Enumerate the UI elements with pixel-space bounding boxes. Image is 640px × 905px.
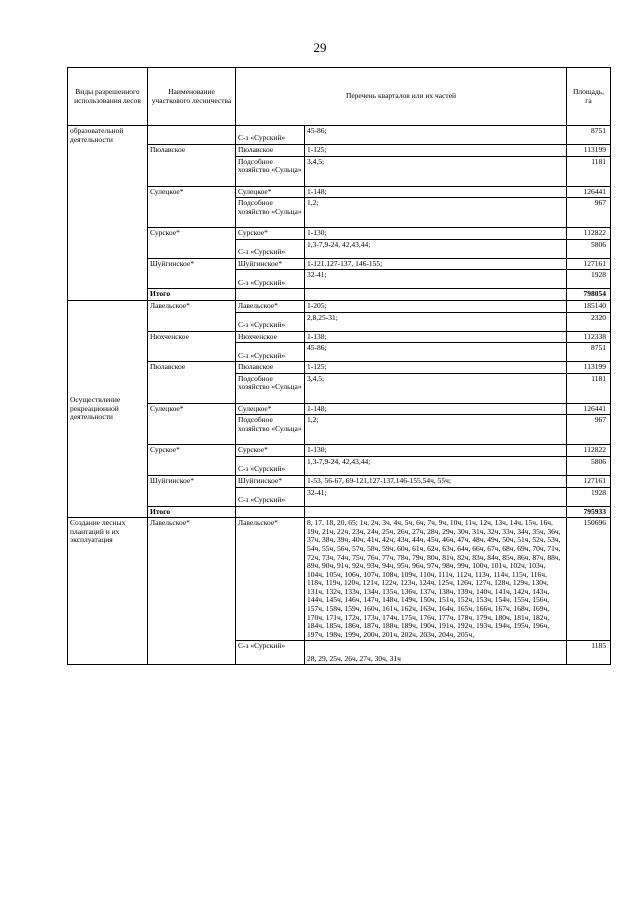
area-cell: 127161 [567, 258, 611, 270]
quarters-cell: 1-205; [305, 300, 567, 312]
area-cell: 1928 [567, 270, 611, 289]
org-cell: С-з «Сурский» [236, 312, 305, 331]
area-cell: 1181 [567, 156, 611, 186]
org-cell: Подсобное хозяйство «Сульца» [236, 415, 305, 445]
org-cell [236, 289, 305, 301]
area-cell: 1185 [567, 641, 611, 665]
quarters-cell: 1,2; [305, 198, 567, 228]
quarters-cell: 3,4,5; [305, 156, 567, 186]
forestry-cell [148, 126, 236, 145]
table-row [68, 228, 611, 240]
area-cell: 967 [567, 415, 611, 445]
area-cell: 1181 [567, 373, 611, 403]
org-cell: С-з «Сурский» [236, 126, 305, 145]
quarters-cell: 3,4,5; [305, 373, 567, 403]
forestry-cell: Сурское* [148, 445, 236, 476]
forestry-cell: Пюлавское [148, 145, 236, 187]
forest-use-table [67, 67, 611, 665]
total-row [68, 289, 611, 301]
quarters-cell: 8, 17, 18, 20, 65; 1ч, 2ч, 3ч, 4ч, 5ч, 6ч, 7ч, 9ч, 10ч, 11ч, 12ч, 13ч, 14ч, 15ч, 16ч, 19ч, 21ч, 22ч, 23ч, 24ч, 25ч, 26ч, 27ч, 28ч, 29ч, 30ч, 31ч, 32ч, 33ч, 34ч, 35ч, 36ч, 37ч, 38ч, 39ч, 40ч, 41ч, 42ч, 43ч, 44ч, 45ч, 46ч, 47ч, 48ч, 49ч, 50ч, 51ч, 52ч, 53ч, 54ч, 55ч, 56ч, 57ч, 58ч, 59ч, 60ч, 61ч, 62ч, 63ч, 64ч, 66ч, 67ч, 68ч, 69ч, 70ч, 71ч, 72ч, 73ч, 74ч, 75ч, 76ч, 77ч, 78ч, 79ч, 80ч, 81ч, 82ч, 83ч, 84ч, 85ч, 86ч, 87ч, 88ч, 89ч, 90ч, 91ч, 92ч, 93ч, 94ч, 95ч, 96ч, 97ч, 98ч, 99ч, 100ч, 101ч, 102ч, 103ч, 104ч, 105ч, 106ч, 107ч, 108ч, 109ч, 110ч, 111ч, 112ч, 113ч, 114ч, 115ч, 116ч, 118ч, 119ч, 120ч, 121ч, 122ч, 123ч, 124ч, 125ч, 126ч, 127ч, 128ч, 129ч, 130ч, 131ч, 132ч, 133ч, 134ч, 135ч, 136ч, 137ч, 138ч, 139ч, 140ч, 141ч, 142ч, 143ч, 144ч, 145ч, 146ч, 147ч, 148ч, 149ч, 150ч, 151ч, 152ч, 153ч, 154ч, 155ч, 156ч, 157ч, 158ч, 159ч, 160ч, 161ч, 162ч, 163ч, 164ч, 165ч, 166ч, 167ч, 168ч, 169ч, 170ч, 171ч, 172ч, 173ч, 174ч, 175ч, 176ч, 177ч, 178ч, 179ч, 180ч, 181ч, 182ч, 184ч, 185ч, 186ч, 187ч, 188ч, 189ч, 190ч, 191ч, 192ч, 193ч, 194ч, 195ч, 196ч, 197ч, 198ч, 199ч, 200ч, 201ч, 202ч, 203ч, 204ч, 205ч, [305, 518, 567, 641]
org-cell: С-з «Сурский» [236, 487, 305, 506]
quarters-cell: 32-41; [305, 487, 567, 506]
quarters-cell: 1-53, 56-67, 69-121,127-137,146-155,54ч, 55ч; [305, 475, 567, 487]
forestry-cell: Шуйгинское* [148, 258, 236, 289]
table-row [68, 475, 611, 487]
forestry-cell: Нюхченское [148, 331, 236, 362]
area-cell: 112338 [567, 331, 611, 343]
table-row [68, 126, 611, 145]
header-area: Площадь, га [567, 68, 611, 126]
org-cell: Лавельское* [236, 300, 305, 312]
table-row [68, 258, 611, 270]
org-cell: С-з «Сурский» [236, 343, 305, 362]
use-type-cell: Создание лесных плантаций и их эксплуатация [68, 518, 148, 665]
area-cell: 1928 [567, 487, 611, 506]
quarters-cell: 1,3-7,9-24, 42,43,44; [305, 239, 567, 258]
area-cell: 185140 [567, 300, 611, 312]
table-row [68, 403, 611, 415]
quarters-cell: 1-125; [305, 145, 567, 157]
total-label: Итого [148, 506, 236, 518]
quarters-cell: 45-86; [305, 126, 567, 145]
forestry-cell: Лавельское* [148, 518, 236, 665]
forestry-cell: Лавельское* [148, 300, 236, 331]
org-cell: С-з «Сурский» [236, 456, 305, 475]
table-row [68, 186, 611, 198]
forestry-cell: Шуйгинское* [148, 475, 236, 506]
header-quarters: Перечень кварталов или их частей [236, 68, 567, 126]
total-label: Итого [148, 289, 236, 301]
table-row [68, 445, 611, 457]
org-cell: Нюхченское [236, 331, 305, 343]
org-cell: Сурское* [236, 445, 305, 457]
area-cell: 126441 [567, 403, 611, 415]
area-cell: 113199 [567, 145, 611, 157]
org-cell: Подсобное хозяйство «Сульца» [236, 373, 305, 403]
forestry-cell: Пюлавское [148, 362, 236, 404]
forestry-cell: Сулецкое* [148, 186, 236, 228]
area-cell: 5806 [567, 456, 611, 475]
total-row [68, 506, 611, 518]
use-type-cell: Осуществление рекреационной деятельности [68, 300, 148, 517]
quarters-cell [305, 289, 567, 301]
quarters-cell: 28, 29, 25ч, 26ч, 27ч, 30ч, 31ч [305, 641, 567, 665]
quarters-cell: 2,8,25-31; [305, 312, 567, 331]
area-cell: 8751 [567, 343, 611, 362]
quarters-cell: 1-130; [305, 228, 567, 240]
area-cell: 113199 [567, 362, 611, 374]
org-cell: Пюлавское [236, 362, 305, 374]
quarters-cell [305, 506, 567, 518]
org-cell: Лавельское* [236, 518, 305, 641]
org-cell: Пюлавское [236, 145, 305, 157]
total-area: 795933 [567, 506, 611, 518]
header-forestry: Наименование участкового лесничества [148, 68, 236, 126]
org-cell: С-з «Сурский» [236, 270, 305, 289]
area-cell: 126441 [567, 186, 611, 198]
org-cell: Сулецкое* [236, 403, 305, 415]
quarters-cell: 1-148; [305, 403, 567, 415]
org-cell [236, 506, 305, 518]
quarters-cell: 1,2; [305, 415, 567, 445]
area-cell: 112822 [567, 228, 611, 240]
area-cell: 150696 [567, 518, 611, 641]
org-cell: Подсобное хозяйство «Сульца» [236, 198, 305, 228]
forestry-cell: Сурское* [148, 228, 236, 259]
page-number: 29 [313, 40, 327, 55]
org-cell: Шуйгинское* [236, 258, 305, 270]
org-cell: Сурское* [236, 228, 305, 240]
quarters-cell: 1-125; [305, 362, 567, 374]
quarters-cell: 1-138; [305, 331, 567, 343]
table-row [68, 145, 611, 157]
table-row [68, 518, 611, 641]
area-cell: 112822 [567, 445, 611, 457]
quarters-cell: 1-121.127-137, 146-155; [305, 258, 567, 270]
header-row [68, 68, 611, 126]
header-use-type: Виды разрешенного использования лесов [68, 68, 148, 126]
org-cell: Шуйгинское* [236, 475, 305, 487]
quarters-cell: 1,3-7,9-24, 42,43,44; [305, 456, 567, 475]
use-type-cell: образовательной деятельности [68, 126, 148, 301]
table-row [68, 331, 611, 343]
area-cell: 2320 [567, 312, 611, 331]
forestry-cell: Сулецкое* [148, 403, 236, 445]
area-cell: 127161 [567, 475, 611, 487]
quarters-cell: 45-86; [305, 343, 567, 362]
area-cell: 8751 [567, 126, 611, 145]
quarters-cell: 1-130; [305, 445, 567, 457]
org-cell: С-з «Сурский» [236, 641, 305, 665]
org-cell: Сулецкое* [236, 186, 305, 198]
table-row [68, 362, 611, 374]
org-cell: С-з «Сурский» [236, 239, 305, 258]
area-cell: 967 [567, 198, 611, 228]
quarters-cell: 1-148; [305, 186, 567, 198]
org-cell: Подсобное хозяйство «Сульца» [236, 156, 305, 186]
total-area: 798054 [567, 289, 611, 301]
quarters-cell: 32-41; [305, 270, 567, 289]
area-cell: 5806 [567, 239, 611, 258]
table-row [68, 300, 611, 312]
